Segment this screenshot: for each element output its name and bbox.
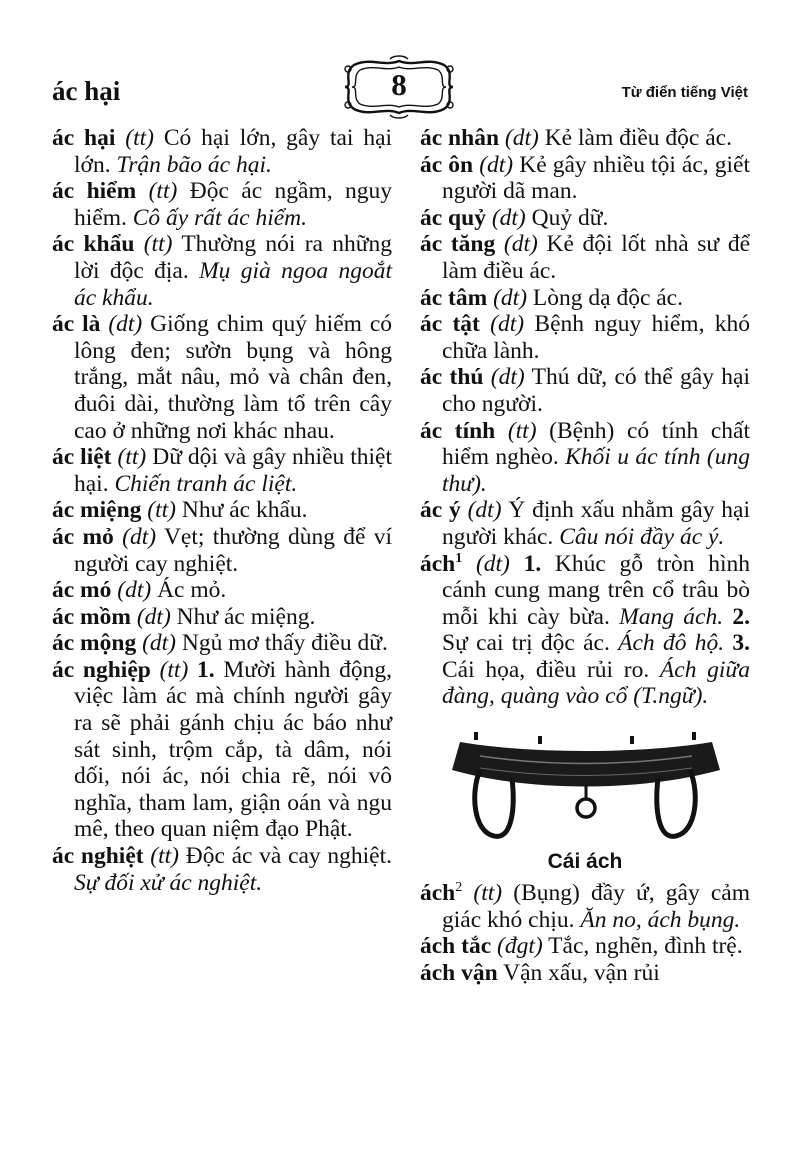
headword: ác ý [420, 497, 461, 524]
dictionary-entry [52, 178, 392, 231]
page-number: 8 [391, 67, 407, 102]
part-of-speech: (dt) [136, 603, 171, 630]
headword: ác ôn [420, 151, 474, 178]
dictionary-entry [420, 880, 750, 933]
headword: ác nghiệp [52, 656, 151, 683]
part-of-speech: (đgt) [497, 933, 543, 960]
part-of-speech: (tt) [143, 231, 173, 258]
sense-number: 1. [523, 550, 542, 577]
part-of-speech: (dt) [493, 284, 528, 311]
definition: Quỷ dữ. [531, 204, 609, 231]
part-of-speech: (dt) [142, 630, 177, 657]
definition: Thường nói ra những lời độc địa. [74, 231, 393, 284]
part-of-speech: (dt) [490, 311, 525, 338]
guide-word: ác hại [52, 76, 121, 106]
part-of-speech: (dt) [122, 523, 157, 550]
part-of-speech: (tt) [117, 444, 147, 471]
dictionary-entry [52, 444, 392, 497]
headword: ác nhân [420, 125, 500, 151]
dictionary-entry [420, 364, 750, 417]
headword: ác mỏ [52, 523, 114, 550]
dictionary-entry [420, 497, 750, 550]
dictionary-entry [420, 285, 750, 312]
example: Ách đô hộ. [618, 630, 725, 657]
headword: ác tính [420, 417, 496, 444]
part-of-speech: (tt) [147, 497, 177, 524]
headword: ác hiểm [52, 178, 137, 205]
example: Chiến tranh ác liệt. [114, 470, 298, 497]
part-of-speech: (dt) [475, 550, 510, 577]
yoke-figure [420, 716, 750, 848]
headword: ác mồm [52, 603, 131, 630]
figure-caption: Cái ách [547, 850, 623, 874]
part-of-speech: (dt) [503, 231, 538, 258]
headword: ác thú [420, 364, 484, 391]
dictionary-entry-ach1 [420, 551, 750, 711]
definition: Độc ác ngầm, nguy hiểm. [74, 178, 393, 231]
definition: Ngủ mơ thấy điều dữ. [181, 630, 388, 657]
headword: ác mó [52, 577, 112, 604]
definition: Như ác miệng. [176, 603, 316, 630]
example: Câu nói đầy ác ý. [559, 523, 725, 550]
part-of-speech: (dt) [108, 311, 143, 338]
example: Sự đối xử ác nghiệt. [74, 869, 263, 896]
dictionary-entry [52, 231, 392, 311]
part-of-speech: (tt) [507, 417, 537, 444]
dictionary-entry [52, 524, 392, 577]
dictionary-entry [52, 604, 392, 631]
dictionary-entry [52, 125, 392, 178]
definition: Bệnh nguy hiểm, khó chữa lành. [442, 311, 750, 364]
definition: Độc ác và cay nghiệt. [185, 843, 393, 870]
part-of-speech: (tt) [150, 843, 180, 870]
definition: Khúc gỗ tròn hình cánh cung mang trên cổ trâu bò mỗi khi cày bừa. [442, 550, 751, 630]
definition: Ý định xấu nhằm gây hại người khác. [442, 497, 751, 550]
definition: Kẻ làm điều độc ác. [544, 125, 732, 151]
headword: ác hại [52, 125, 116, 151]
part-of-speech: (dt) [467, 497, 502, 524]
dictionary-entry [52, 497, 392, 524]
headword: ách tắc [420, 933, 492, 960]
headword: ách$^1$ [420, 550, 463, 577]
dictionary-entry [52, 657, 392, 843]
dictionary-entry [52, 577, 392, 604]
part-of-speech: (dt) [479, 151, 514, 178]
dictionary-entry [420, 418, 750, 498]
dictionary-entry [420, 960, 750, 987]
definition: Có hại lớn, gây tai hại lớn. [74, 125, 393, 178]
right-column-top-entries [420, 125, 750, 551]
definition: Vận xấu, vận rủi [503, 959, 660, 986]
sense-number: 2. [732, 603, 750, 630]
definition: Kẻ gây nhiều tội ác, giết người dã man. [442, 151, 751, 205]
definition: Giống chim quý hiếm có lông đen; sườn bụng và hông trắng, mắt nâu, mỏ và chân đen, đuôi dài, thường làm tổ trên cây cao ở những nơi khác nhau. [74, 311, 392, 444]
headword: ác tăng [420, 231, 496, 258]
part-of-speech: (dt) [490, 364, 525, 391]
definition: Như ác khẩu. [181, 497, 308, 524]
headword: ách vận [420, 959, 498, 986]
headword: ác tật [420, 311, 480, 338]
dictionary-entry [52, 843, 392, 896]
homonym-number: 1 [455, 550, 463, 566]
dictionary-entry [52, 630, 392, 657]
dictionary-entry [420, 933, 750, 960]
definition: Ác mỏ. [157, 577, 227, 604]
part-of-speech: (tt) [148, 178, 178, 205]
homonym-number: 2 [455, 880, 463, 896]
page-header [0, 0, 800, 125]
headword: ác tâm [420, 284, 488, 311]
right-column-bottom-entries [420, 880, 750, 986]
part-of-speech: (dt) [491, 204, 526, 231]
example: Trận bão ác hại. [116, 151, 272, 178]
left-column [52, 125, 392, 896]
right-column [420, 125, 750, 986]
book-title: Từ điển tiếng Việt [621, 84, 748, 101]
dictionary-entry [420, 205, 750, 232]
definition: Thú dữ, có thể gây hại cho người. [442, 364, 750, 417]
yoke-illustration-icon [420, 716, 750, 848]
definition: Lòng dạ độc ác. [532, 284, 683, 311]
sense-number: 1. [197, 656, 215, 683]
part-of-speech: (tt) [125, 125, 154, 151]
headword: ác quỷ [420, 204, 486, 231]
headword: ách [420, 880, 456, 907]
part-of-speech: (dt) [504, 125, 539, 151]
part-of-speech: (tt) [473, 880, 503, 907]
definition: Tắc, nghẽn, đình trệ. [548, 933, 743, 960]
definition: Mười hành động, việc làm ác mà chính người gây ra sẽ phải gánh chịu ác báo như sát sinh, trộm cắp, tà dâm, nói dối, nói ác, nói chia rẽ, nói vô nghĩa, tham lam, giận oán và ngu mê, theo quan niệm đạo Phật. [74, 656, 392, 843]
headword: ác nghiệt [52, 843, 144, 870]
headword: ác khẩu [52, 231, 135, 258]
headword: ác là [52, 311, 101, 338]
sense-number: 3. [732, 630, 751, 657]
headword: ác mộng [52, 630, 137, 657]
example: Cô ấy rất ác hiểm. [132, 204, 308, 231]
example: Mang ách. [619, 603, 724, 630]
dictionary-entry [420, 152, 750, 205]
definition: Sự cai trị độc ác. [442, 630, 610, 657]
dictionary-entry [420, 125, 750, 152]
headword: ác miệng [52, 497, 142, 524]
example: Mụ già ngoa ngoắt ác khẩu. [74, 257, 393, 311]
example: Ăn no, ách bụng. [580, 906, 741, 933]
example: Ách giữa đàng, quàng vào cổ (T.ngữ). [442, 656, 750, 710]
headword: ác liệt [52, 444, 112, 471]
definition: Cái họa, điều rủi ro. [442, 656, 650, 683]
definition: Dữ dội và gây nhiều thiệt hại. [74, 444, 393, 497]
definition: Kẻ đội lốt nhà sư để làm điều ác. [442, 231, 750, 284]
part-of-speech: (tt) [159, 656, 189, 683]
definition: (Bệnh) có tính chất hiểm nghèo. [442, 417, 750, 471]
definition: (Bụng) đầy ứ, gây cảm giác khó chịu. [442, 880, 750, 933]
part-of-speech: (dt) [117, 577, 152, 604]
example: Khối u ác tính (ung thư). [442, 444, 750, 497]
dictionary-entry [420, 311, 750, 364]
dictionary-entry [420, 231, 750, 284]
definition: Vẹt; thường dùng để ví người cay nghiệt. [74, 523, 392, 577]
dictionary-entry [52, 311, 392, 444]
